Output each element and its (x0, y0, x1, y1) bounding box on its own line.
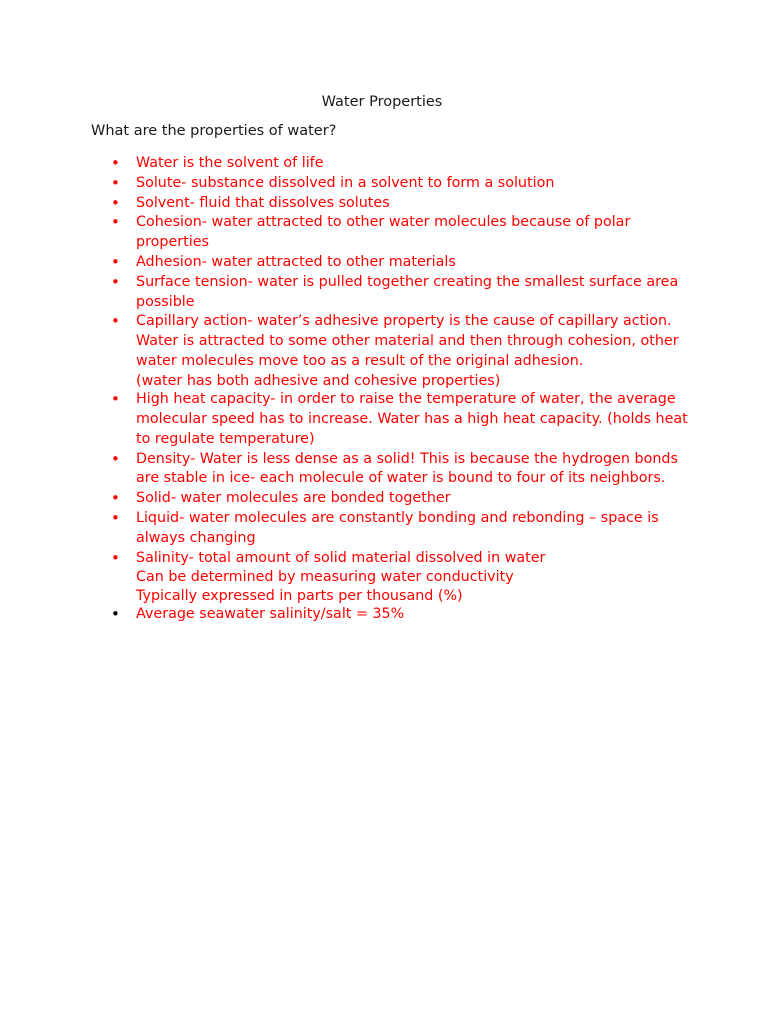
bullet-icon: • (111, 509, 120, 528)
bullet-icon: • (111, 272, 120, 291)
list-item-text: Salinity- total amount of solid material dissolved in water (136, 549, 546, 566)
list-item-text: Solute- substance dissolved in a solvent to form a solution (136, 174, 555, 191)
list-item (0, 154, 690, 174)
list-item-text: Liquid- water molecules are constantly bonding and rebonding – space is always changing (136, 510, 659, 546)
list-item-text: Average seawater salinity/salt = 35% (136, 606, 405, 623)
bullet-icon: • (111, 252, 120, 271)
list-item (0, 312, 690, 390)
list-item-text: Adhesion- water attracted to other materials (136, 253, 456, 270)
list-item (0, 509, 690, 549)
list-item (0, 273, 690, 313)
list-item-text: Capillary action- water’s adhesive property is the cause of capillary action. Water is attracted to some other material and then through cohesion, other water molecules move too as a result of the original adhesion. (136, 313, 679, 369)
list-item-text: Cohesion- water attracted to other water molecules because of polar properties (136, 214, 631, 251)
list-item-subline: Can be determined by measuring water conductivity (136, 569, 514, 586)
bullet-icon: • (111, 173, 120, 192)
bullet-icon: • (111, 605, 120, 624)
list-item (0, 489, 690, 509)
bullet-icon: • (111, 312, 120, 331)
bullet-icon: • (111, 154, 120, 172)
list-item-note: (water has both adhesive and cohesive properties) (136, 372, 501, 389)
bullet-icon: • (111, 213, 120, 232)
document-title: Water Properties (321, 94, 443, 110)
list-item (0, 450, 690, 490)
list-item (0, 213, 690, 253)
list-item (0, 549, 690, 606)
bullet-icon: • (111, 489, 120, 508)
list-item (0, 174, 690, 194)
list-item (0, 605, 690, 625)
list-item-text: Surface tension- water is pulled together creating the smallest surface area possible (136, 273, 679, 310)
bullet-icon: • (111, 449, 120, 468)
list-item-text: High heat capacity- in order to raise the temperature of water, the average molecular speed has to increase. Water has a high heat capacity. (holds heat to regulate temperature) (136, 391, 688, 447)
list-item (0, 390, 690, 449)
list-item-subline: Typically expressed in parts per thousand (%) (136, 587, 463, 604)
question-heading: What are the properties of water? (91, 123, 337, 139)
list-item (0, 253, 690, 273)
list-item-text: Density- Water is less dense as a solid! This is because the hydrogen bonds are stable in ice- each molecule of water is bound to four of its neighbors. (136, 450, 678, 487)
list-item-text: Solid- water molecules are bonded together (136, 490, 451, 507)
list-item-text: Solvent- fluid that dissolves solutes (136, 194, 390, 211)
properties-list (0, 154, 690, 625)
bullet-icon: • (111, 390, 120, 409)
list-item (0, 194, 690, 214)
bullet-icon: • (111, 548, 120, 567)
bullet-icon: • (111, 193, 120, 212)
list-item-text: Water is the solvent of life (136, 155, 324, 171)
